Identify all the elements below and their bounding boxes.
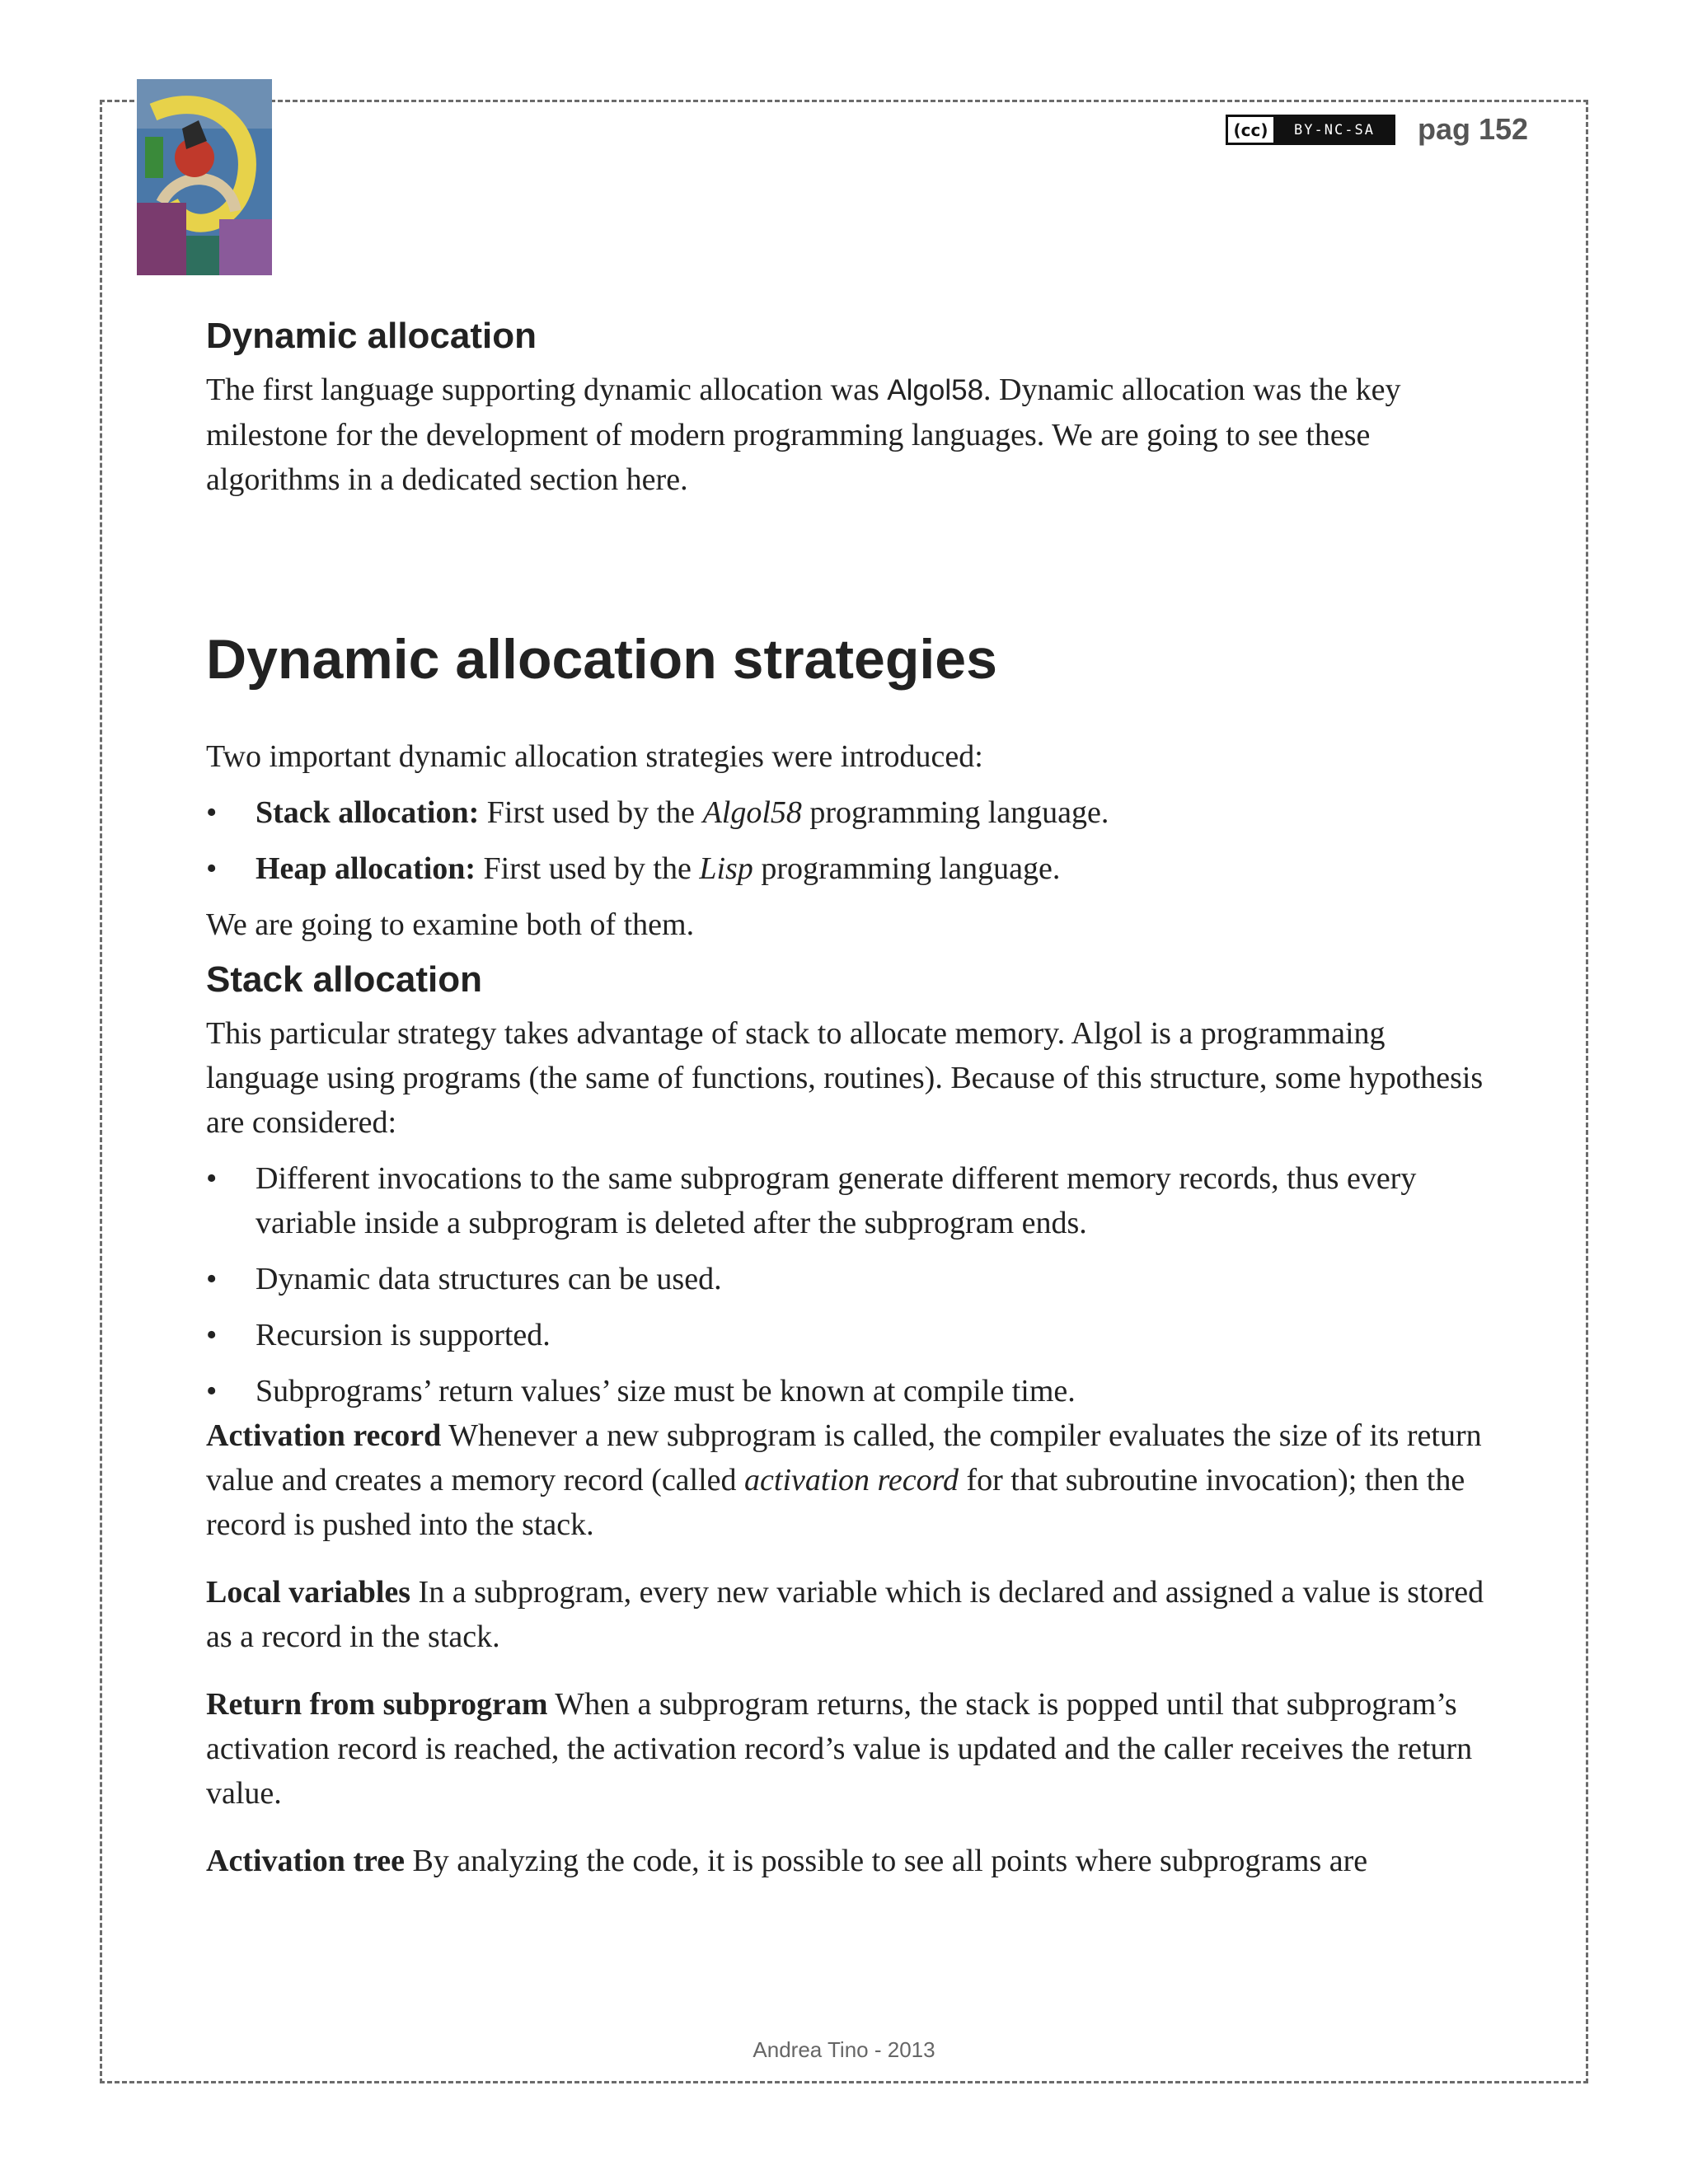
strategies-intro: Two important dynamic allocation strategies were introduced:: [206, 739, 983, 774]
section-heading-stack-allocation: Stack allocation: [206, 959, 483, 1000]
chapter-title: Dynamic allocation strategies: [206, 628, 997, 691]
paragraph-activation-tree: Activation tree By analyzing the code, it is possible to see all points where subprograms are: [206, 1844, 1368, 1878]
stack-intro: This particular strategy takes advantage of stack to allocate memory. Algol is a programmaing language using programs (the same of functions, routines). Because of this structure, some hypothesis are considered:: [206, 1016, 1484, 1140]
cc-icon: (cc): [1228, 117, 1276, 143]
section-heading-dynamic-allocation: Dynamic allocation: [206, 316, 537, 356]
cc-license-badge: [1226, 115, 1395, 145]
strategies-outro: We are going to examine both of them.: [206, 907, 695, 942]
paragraph-return-from-subprogram: Return from subprogram When a subprogram returns, the stack is popped until that subprogram’s activation record is reached, the activation record’s value is updated and the caller receives the return value.: [206, 1687, 1473, 1811]
footer-author: Andrea Tino - 2013: [753, 2037, 935, 2062]
list-item-heap-allocation: • Heap allocation: First used by the Lisp programming language.: [206, 846, 1500, 891]
code-algol58: Algol58: [887, 374, 984, 406]
page-number: pag 152: [1418, 112, 1529, 146]
hypotheses-list: [206, 1156, 1500, 1413]
list-item-stack-allocation: • Stack allocation: First used by the Algol58 programming language.: [206, 790, 1500, 835]
paragraph-local-variables: Local variables In a subprogram, every new variable which is declared and assigned a value is stored as a record in the stack.: [206, 1575, 1484, 1654]
paragraph-dynamic-allocation: The first language supporting dynamic allocation was Algol58. Dynamic allocation was the key milestone for the development of modern programming languages. We are going to see these algorithms in a dedicated section here.: [206, 373, 1401, 497]
list-item: • Recursion is supported.: [206, 1313, 1500, 1357]
list-item: • Dynamic data structures can be used.: [206, 1257, 1500, 1301]
page-content: [206, 312, 1500, 1883]
license-terms: BY-NC-SA: [1276, 117, 1393, 143]
list-item: • Different invocations to the same subprogram generate different memory records, thus every variable inside a subprogram is deleted after the subprogram ends.: [206, 1156, 1500, 1245]
book-cover-image: [137, 79, 272, 275]
paragraph-activation-record: Activation record Whenever a new subprogram is called, the compiler evaluates the size of its return value and creates a memory record (called activation record for that subroutine invocation); then the record is pushed into the stack.: [206, 1418, 1482, 1542]
strategies-list: [206, 790, 1500, 891]
list-item: • Subprograms’ return values’ size must be known at compile time.: [206, 1369, 1500, 1413]
